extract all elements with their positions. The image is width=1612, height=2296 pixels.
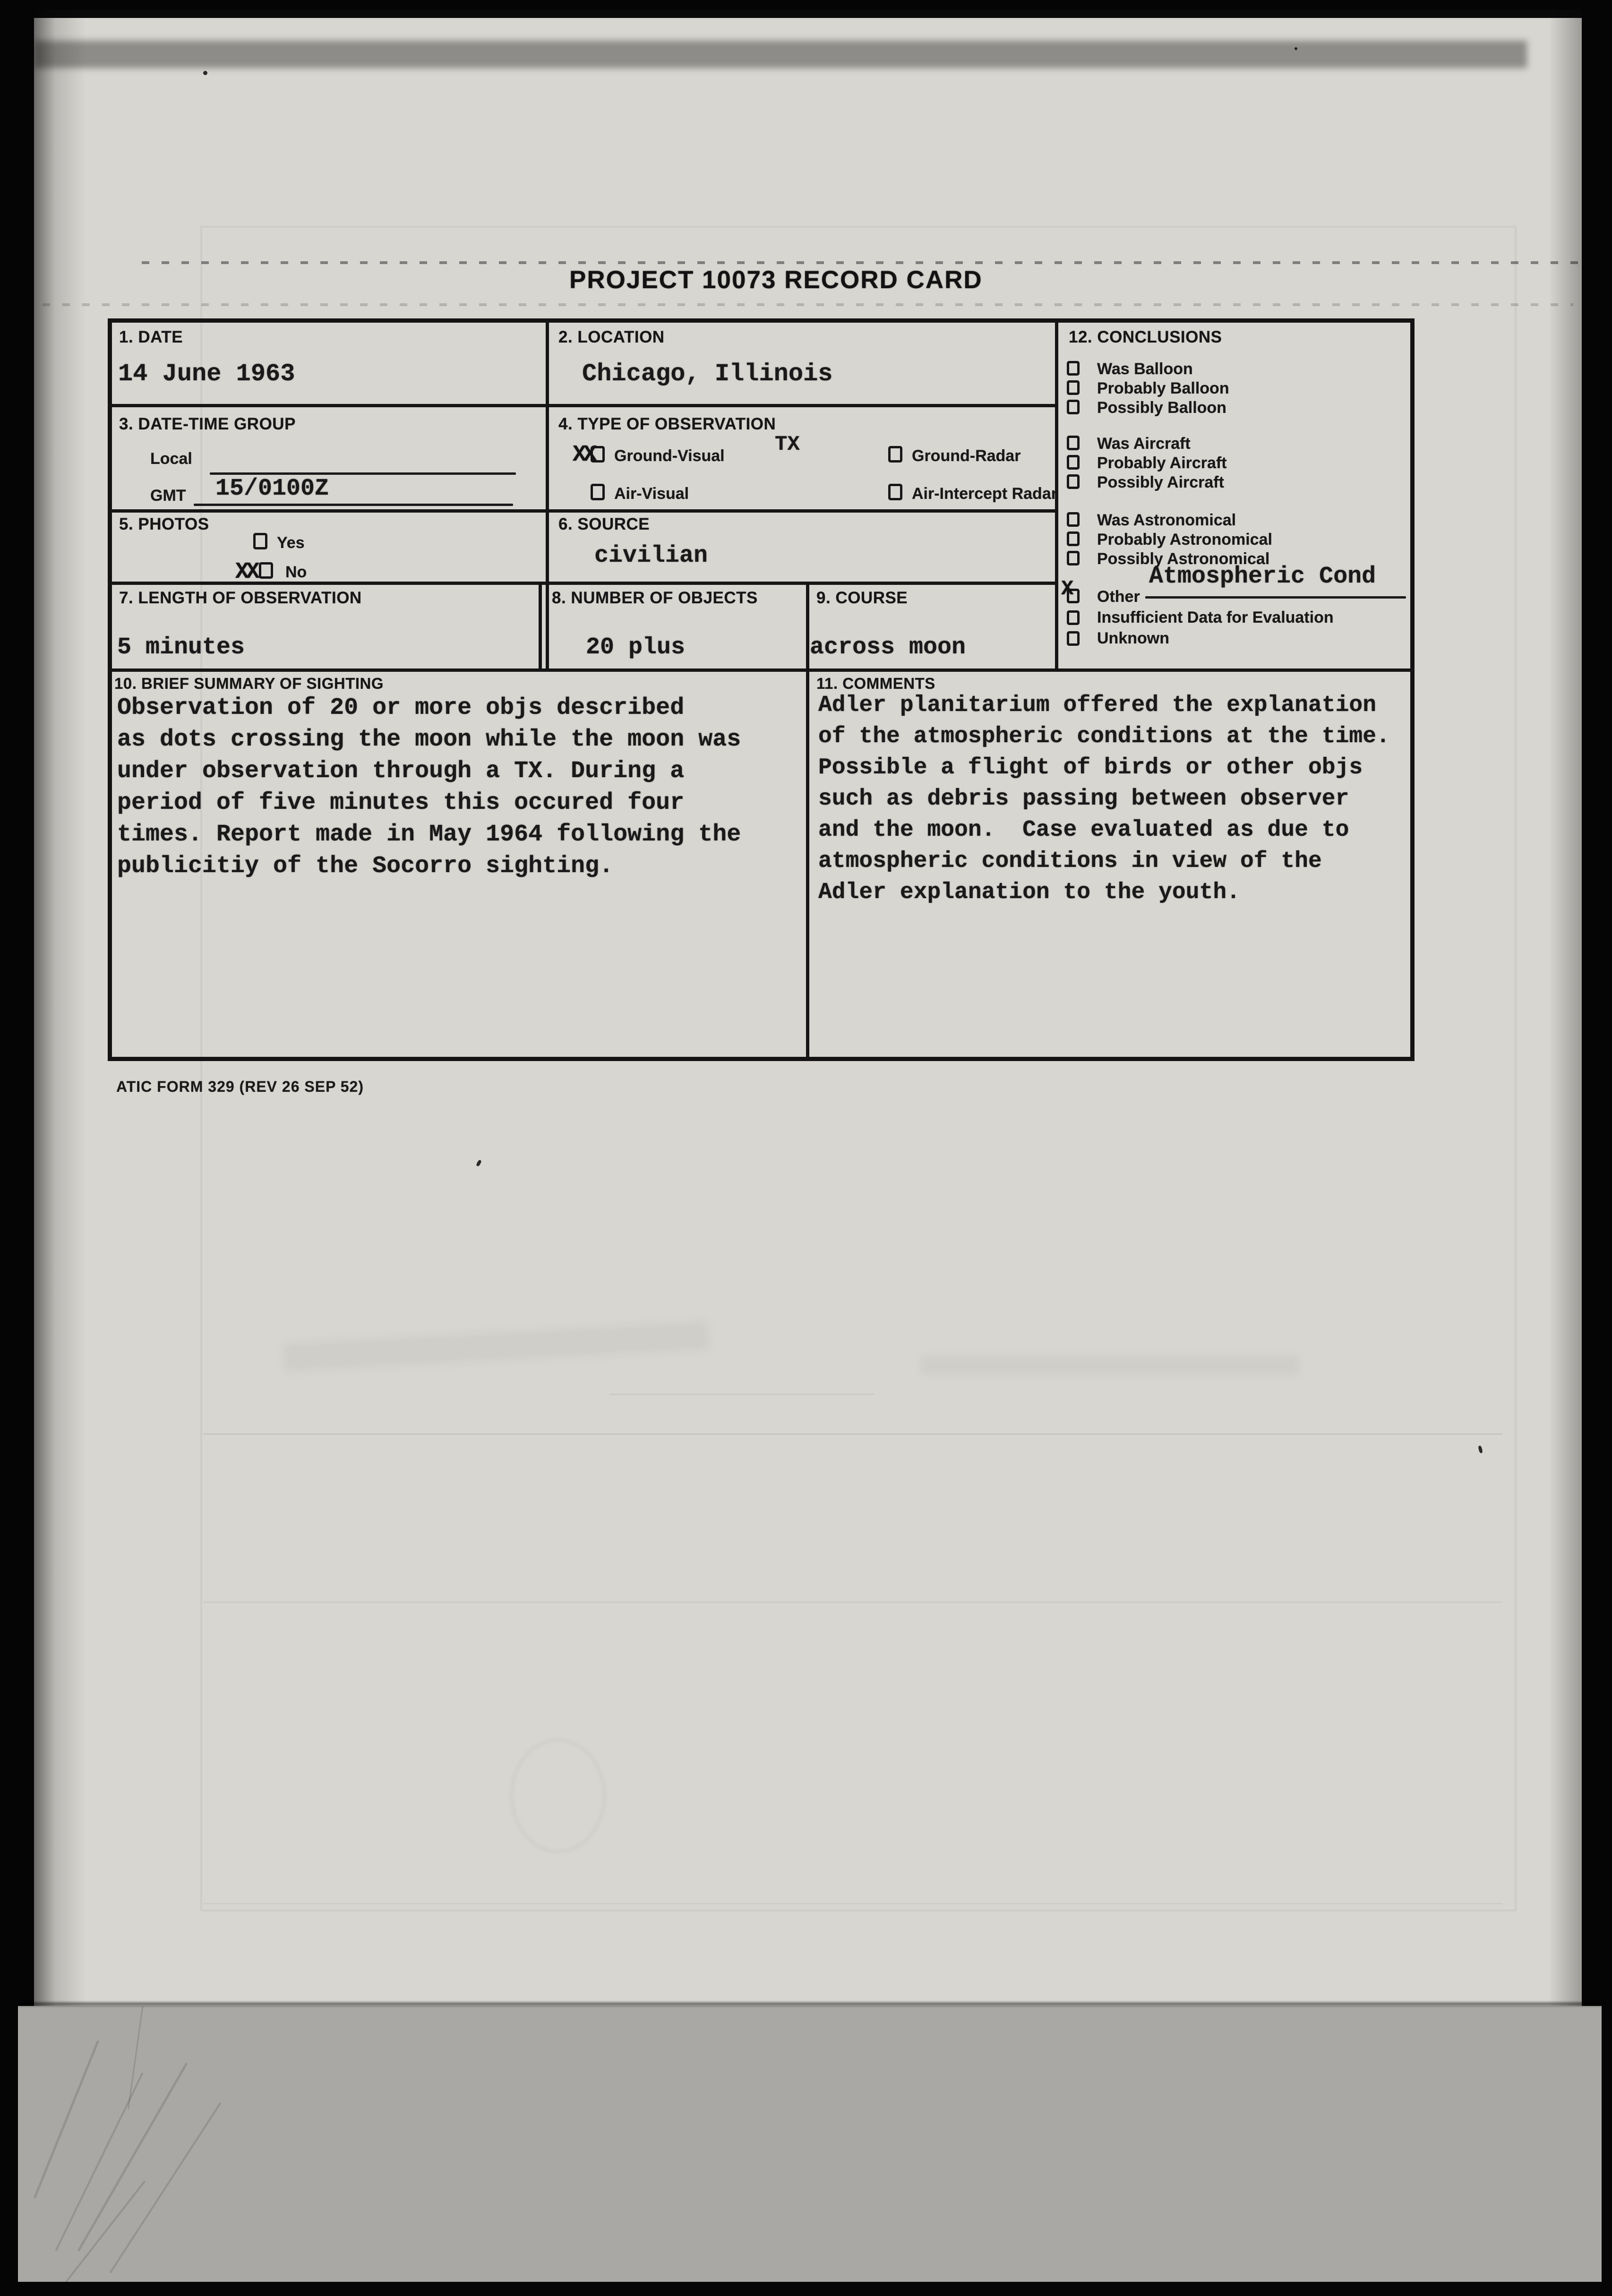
comments-line: Adler explanation to the youth.	[818, 880, 1240, 905]
summary-line: period of five minutes this occured four	[117, 789, 685, 816]
possibly-aircraft-checkbox	[1067, 474, 1080, 489]
possibly-balloon-checkbox	[1067, 400, 1080, 414]
length-of-observation-label: 7. LENGTH OF OBSERVATION	[119, 589, 362, 607]
scratch-mark	[34, 2040, 99, 2199]
gmt-value: 15/0100Z	[215, 475, 329, 502]
probably-balloon-label: Probably Balloon	[1097, 379, 1229, 397]
card-gridline	[108, 509, 1058, 513]
probably-aircraft-checkbox	[1067, 455, 1080, 470]
other-checkmark: X	[1061, 577, 1071, 601]
bleedthrough-line	[203, 1433, 1502, 1435]
course-value: across moon	[810, 634, 966, 661]
ground-visual-label: Ground-Visual	[614, 447, 725, 465]
card-gridline	[108, 668, 1415, 672]
air-intercept-radar-label: Air-Intercept Radar	[912, 485, 1057, 503]
unknown-label: Unknown	[1097, 629, 1169, 647]
scan-right-shadow	[1549, 9, 1582, 2006]
summary-line: times. Report made in May 1964 following the	[117, 821, 741, 848]
summary-line: under observation through a TX. During a	[117, 758, 685, 785]
length-of-observation-value: 5 minutes	[117, 634, 245, 661]
comments-line: such as debris passing between observer	[818, 786, 1349, 812]
possibly-astronomical-checkbox	[1067, 551, 1080, 565]
insufficient-data-label: Insufficient Data for Evaluation	[1097, 608, 1334, 626]
air-visual-label: Air-Visual	[614, 485, 689, 503]
card-gridline	[546, 318, 549, 670]
bleedthrough-text-ghost	[921, 1356, 1299, 1375]
was-astronomical-checkbox	[1067, 512, 1080, 527]
comments-line: Adler planitarium offered the explanation	[818, 693, 1376, 718]
scan-speck	[1295, 47, 1297, 50]
probably-astronomical-label: Probably Astronomical	[1097, 531, 1272, 548]
location-value: Chicago, Illinois	[582, 360, 833, 388]
ground-visual-checkmark: XX	[573, 442, 594, 468]
photos-no-label: No	[285, 563, 307, 581]
possibly-aircraft-label: Possibly Aircraft	[1097, 473, 1224, 491]
card-title: PROJECT 10073 RECORD CARD	[569, 266, 983, 294]
photos-label: 5. PHOTOS	[119, 515, 209, 533]
bleedthrough-line	[203, 1602, 1502, 1603]
local-underline	[210, 472, 516, 475]
was-astronomical-label: Was Astronomical	[1097, 511, 1236, 529]
insufficient-data-checkbox	[1067, 610, 1080, 625]
other-underline	[1145, 596, 1406, 599]
bleedthrough-line	[609, 1394, 874, 1395]
scratch-mark	[109, 2102, 222, 2274]
air-visual-checkbox	[591, 484, 605, 500]
gmt-underline	[194, 504, 513, 506]
gmt-label: GMT	[150, 487, 186, 505]
course-label: 9. COURSE	[816, 589, 908, 607]
probably-balloon-checkbox	[1067, 380, 1080, 395]
probably-astronomical-checkbox	[1067, 531, 1080, 546]
form-number-footer: ATIC FORM 329 (REV 26 SEP 52)	[116, 1078, 364, 1095]
comments-line: atmospheric conditions in view of the	[818, 848, 1322, 874]
ground-radar-checkbox	[888, 446, 902, 463]
location-label: 2. LOCATION	[558, 328, 665, 346]
date-value: 14 June 1963	[118, 360, 295, 388]
scan-top-shadow	[34, 41, 1527, 68]
brief-summary-label: 10. BRIEF SUMMARY OF SIGHTING	[114, 675, 384, 692]
photos-yes-checkbox	[253, 533, 267, 549]
paper-backing-sheet	[18, 2006, 1602, 2282]
possibly-astronomical-label: Possibly Astronomical	[1097, 550, 1270, 568]
possibly-balloon-label: Possibly Balloon	[1097, 399, 1226, 417]
was-aircraft-checkbox	[1067, 436, 1080, 450]
comments-label: 11. COMMENTS	[816, 675, 935, 692]
date-time-group-label: 3. DATE-TIME GROUP	[119, 415, 296, 433]
number-of-objects-label: 8. NUMBER OF OBJECTS	[552, 589, 758, 607]
photos-yes-label: Yes	[277, 534, 305, 552]
photos-no-checkmark: XX	[235, 559, 257, 585]
unknown-checkbox	[1067, 631, 1080, 646]
air-intercept-radar-checkbox	[888, 484, 902, 500]
scan-top-edge	[34, 9, 1582, 18]
card-gridline	[806, 582, 809, 1060]
comments-line: Possible a flight of birds or other objs	[818, 755, 1363, 780]
other-label: Other	[1097, 588, 1140, 606]
date-label: 1. DATE	[119, 328, 183, 346]
comments-line: of the atmospheric conditions at the time.	[818, 724, 1390, 749]
was-aircraft-label: Was Aircraft	[1097, 435, 1191, 453]
conclusions-label: 12. CONCLUSIONS	[1069, 328, 1222, 346]
bleedthrough-stamp-ghost	[510, 1739, 606, 1853]
scratch-mark	[128, 2006, 146, 2109]
ground-visual-annotation: TX	[775, 433, 800, 456]
summary-line: as dots crossing the moon while the moon was	[117, 726, 741, 753]
card-gridline	[539, 582, 542, 672]
ground-radar-label: Ground-Radar	[912, 447, 1021, 465]
probably-aircraft-label: Probably Aircraft	[1097, 454, 1227, 472]
number-of-objects-value: 20 plus	[586, 634, 686, 661]
source-label: 6. SOURCE	[558, 515, 650, 533]
scan-left-shadow	[34, 9, 91, 2006]
bleedthrough-line	[203, 1903, 1502, 1904]
card-gridline	[108, 404, 1058, 407]
scan-speck	[203, 71, 207, 75]
summary-line: Observation of 20 or more objs described	[117, 694, 685, 721]
page-bottom-seam	[18, 2002, 1602, 2006]
comments-line: and the moon. Case evaluated as due to	[818, 817, 1349, 843]
local-label: Local	[150, 450, 192, 468]
was-balloon-label: Was Balloon	[1097, 360, 1193, 378]
other-value: Atmospheric Cond	[1149, 563, 1376, 590]
source-value: civilian	[594, 542, 708, 569]
type-of-observation-label: 4. TYPE OF OBSERVATION	[558, 415, 776, 433]
was-balloon-checkbox	[1067, 361, 1080, 376]
photos-no-checkbox	[259, 562, 273, 579]
summary-line: publicitiy of the Socorro sighting.	[117, 853, 614, 880]
